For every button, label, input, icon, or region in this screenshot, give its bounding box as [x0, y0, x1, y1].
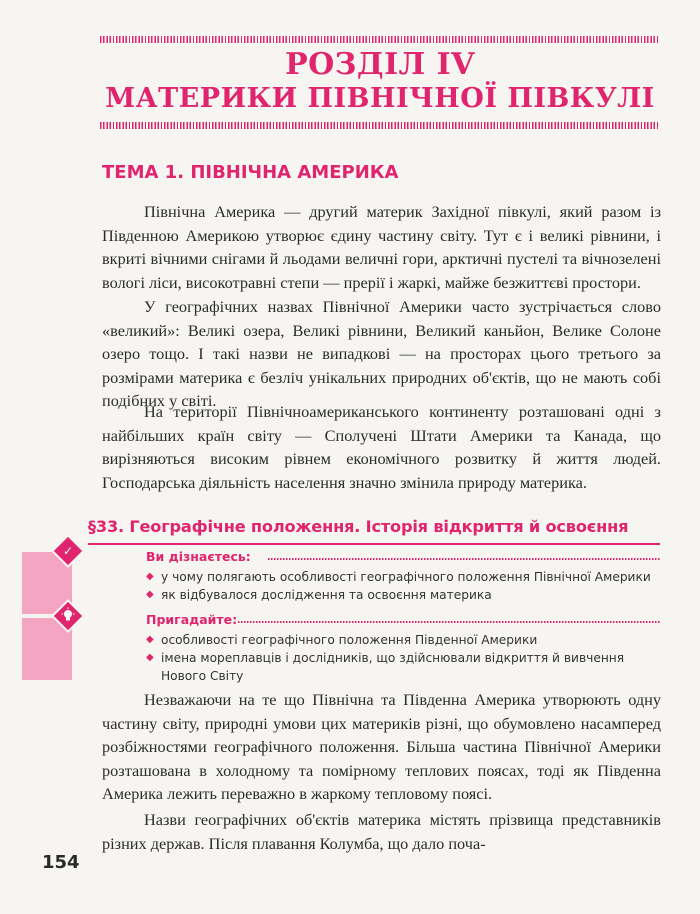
section-top-rule	[100, 36, 660, 43]
bullet-diamond-icon: ◆	[146, 634, 154, 645]
learn-dotted-rule	[268, 558, 660, 560]
paragraph-title: §33. Географічне положення. Історія відкриття й освоєння	[88, 517, 629, 536]
bullet-diamond-icon: ◆	[146, 571, 154, 582]
list-item	[146, 631, 662, 649]
body-paragraph-2: Назви географічних об'єктів материка містять прізвища представників різних держав. Після плавання Колумба, що дало поча-	[102, 810, 661, 853]
list-item	[146, 586, 662, 604]
topic-paragraph-3: На території Північноамериканського континенту розташовані одні з найбільших країн світу — Сполучені Штати Америки та Канада, що вирізняються високим рівнем економічного розвитку й життя людей. Господарська діяльність населення значно змінила природу материка.	[102, 402, 661, 492]
check-icon: ✓	[62, 544, 74, 558]
list-item	[146, 568, 662, 586]
page-number: 154	[42, 852, 80, 873]
list-item-text: особливості географічного положення Південної Америки	[161, 633, 538, 647]
section-label: РОЗДІЛ IV	[285, 47, 475, 82]
body-paragraph-1: Незважаючи на те що Північна та Південна Америка утворюють одну частину світу, природні умови цих материків різні, що обумовлено насамперед розбіжностями географічного положення. Більша частина Північної Америки розташована в холодному та помірному теплових поясах, тоді як Південна Америка лежить переважно в жаркому тепловому поясі.	[102, 690, 661, 804]
lightbulb-icon	[58, 606, 78, 626]
paragraph-title-rule	[88, 543, 660, 545]
section-bottom-rule	[100, 122, 660, 129]
bullet-diamond-icon: ◆	[146, 589, 154, 600]
section-name: МАТЕРИКИ ПІВНІЧНОЇ ПІВКУЛІ	[105, 83, 655, 114]
recall-dotted-rule	[238, 621, 660, 623]
list-item-text: у чому полягають особливості географічного положення Північної Америки	[161, 570, 651, 584]
list-item-text: імена мореплавців і дослідників, що здійснювали відкриття й вивчення Нового Світу	[161, 651, 625, 683]
list-item	[146, 649, 662, 685]
learn-list	[146, 568, 662, 604]
topic-title: ТЕМА 1. ПІВНІЧНА АМЕРИКА	[102, 162, 399, 183]
list-item-text: як відбувалося дослідження та освоєння материка	[161, 588, 492, 602]
learn-heading: Ви дізнаєтесь:	[146, 549, 251, 564]
section-heading	[100, 48, 660, 116]
topic-paragraph-1: Північна Америка — другий материк Західної півкулі, який разом із Південною Америкою утворює єдину частину світу. Тут є і великі рівнини, і вкриті вічними снігами й льодами величні гори, арктичні пустелі та вічнозелені вологі ліси, високотравні степи — прерії і жаркі, майже безжиттєві простори.	[102, 202, 661, 292]
bullet-diamond-icon: ◆	[146, 652, 154, 663]
recall-list	[146, 631, 662, 685]
topic-paragraph-2: У географічних назвах Північної Америки часто зустрічається слово «великий»: Великі озера, Великі рівнини, Великий каньйон, Велике Солоне озеро тощо. І такі назви не випадкові — на просторах цього третього за розмірами материка є безліч унікальних природних об'єктів, що не мають собі подібних у світі.	[102, 297, 661, 411]
recall-heading: Пригадайте:	[146, 612, 238, 627]
